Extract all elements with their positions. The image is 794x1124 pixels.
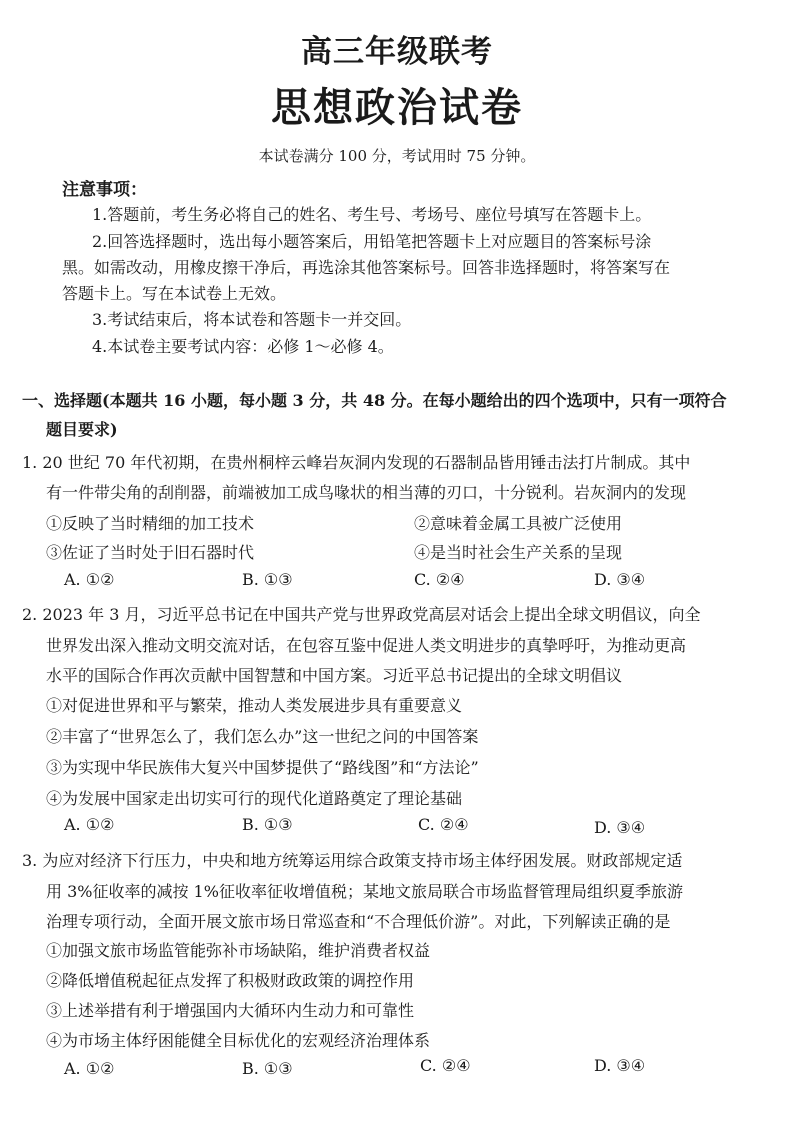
- q1-choice-a: A. ①②: [64, 570, 115, 589]
- q2-item: ③为实现中华民族伟大复兴中国梦提供了“路线图”和“方法论”: [46, 758, 479, 777]
- notice-line: 3.考试结束后，将本试卷和答题卡一并交回。: [92, 310, 412, 329]
- exam-subtitle: 本试卷满分 100 分，考试用时 75 分钟。: [258, 147, 536, 165]
- section-heading: 一、选择题(本题共 16 小题，每小题 3 分，共 48 分。在每小题给出的四个选项中，只有一项符合: [22, 391, 727, 410]
- q2-stem-line: 2. 2023 年 3 月，习近平总书记在中国共产党与世界政党高层对话会上提出全球文明倡议，向全: [22, 605, 701, 624]
- q1-stem-line: 有一件带尖角的刮削器，前端被加工成鸟喙状的相当薄的刃口，十分锐利。岩灰洞内的发现: [46, 483, 687, 502]
- q3-item: ④为市场主体纾困能健全目标优化的宏观经济治理体系: [46, 1031, 431, 1050]
- exam-title-line1: 高三年级联考: [301, 34, 493, 70]
- q2-item: ④为发展中国家走出切实可行的现代化道路奠定了理论基础: [46, 789, 463, 808]
- notice-heading: 注意事项：: [62, 180, 147, 200]
- q1-item: ④是当时社会生产关系的呈现: [414, 543, 623, 562]
- q1-item: ①反映了当时精细的加工技术: [46, 514, 255, 533]
- q1-choice-b: B. ①③: [242, 570, 293, 589]
- q2-choice-a: A. ①②: [64, 815, 115, 834]
- q1-item: ②意味着金属工具被广泛使用: [414, 514, 623, 533]
- q3-stem-line: 3. 为应对经济下行压力，中央和地方统筹运用综合政策支持市场主体纾困发展。财政部规定适: [22, 851, 683, 870]
- exam-title-line2: 思想政治试卷: [271, 84, 523, 131]
- q2-choice-c: C. ②④: [418, 815, 469, 834]
- q3-choice-d: D. ③④: [594, 1056, 646, 1075]
- notice-line: 1.答题前，考生务必将自己的姓名、考生号、考场号、座位号填写在答题卡上。: [92, 205, 652, 224]
- q1-stem-line: 1. 20 世纪 70 年代初期，在贵州桐梓云峰岩灰洞内发现的石器制品皆用锤击法打片制成。其中: [22, 453, 691, 472]
- q2-stem-line: 世界发出深入推动文明交流对话，在包容互鉴中促进人类文明进步的真挚呼吁，为推动更高: [46, 636, 687, 655]
- q2-item: ②丰富了“世界怎么了，我们怎么办”这一世纪之问的中国答案: [46, 727, 479, 746]
- section-heading-cont: 题目要求): [46, 420, 118, 439]
- q3-item: ②降低增值税起征点发挥了积极财政政策的调控作用: [46, 971, 415, 990]
- notice-line: 4.本试卷主要考试内容：必修 1～必修 4。: [92, 337, 394, 356]
- q2-item: ①对促进世界和平与繁荣，推动人类发展进步具有重要意义: [46, 696, 463, 715]
- q3-stem-line: 治理专项行动，全面开展文旅市场日常巡查和“不合理低价游”。对此，下列解读正确的是: [46, 912, 671, 931]
- q1-choice-c: C. ②④: [414, 570, 465, 589]
- notice-line: 2.回答选择题时，选出每小题答案后，用铅笔把答题卡上对应题目的答案标号涂: [92, 232, 652, 251]
- q3-choice-a: A. ①②: [64, 1059, 115, 1078]
- notice-line: 答题卡上。写在本试卷上无效。: [62, 284, 287, 303]
- q3-choice-c: C. ②④: [420, 1056, 471, 1075]
- q1-choice-d: D. ③④: [594, 570, 646, 589]
- q1-item: ③佐证了当时处于旧石器时代: [46, 543, 255, 562]
- q3-item: ③上述举措有利于增强国内大循环内生动力和可靠性: [46, 1001, 415, 1020]
- q3-stem-line: 用 3%征收率的减按 1%征收率征收增值税；某地文旅局联合市场监督管理局组织夏季旅游: [46, 882, 683, 901]
- q2-choice-d: D. ③④: [594, 818, 646, 837]
- q2-choice-b: B. ①③: [242, 815, 293, 834]
- q3-item: ①加强文旅市场监管能弥补市场缺陷，维护消费者权益: [46, 941, 431, 960]
- notice-line: 黑。如需改动，用橡皮擦干净后，再选涂其他答案标号。回答非选择题时，将答案写在: [62, 258, 671, 277]
- q3-choice-b: B. ①③: [242, 1059, 293, 1078]
- q2-stem-line: 水平的国际合作再次贡献中国智慧和中国方案。习近平总书记提出的全球文明倡议: [46, 666, 623, 685]
